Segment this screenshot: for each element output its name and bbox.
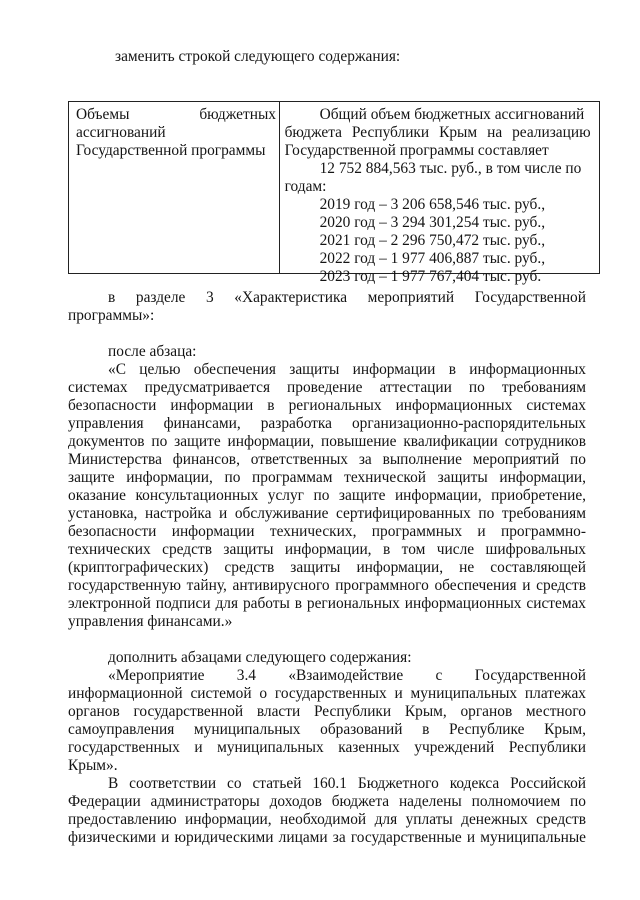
quote-line: системах предусматривается проведение аттестации по требованиям: [68, 379, 586, 396]
table-right-cell: [279, 102, 599, 285]
table-right-line: бюджета Республики Крым на реализацию: [284, 124, 591, 141]
measure-line: государственных и муниципальных казенных учреждений Республики: [68, 739, 586, 756]
quote-line: безопасности информации в региональных информационных системах: [68, 397, 586, 414]
quote-line: документов по защите информации, повышение квалификации сотрудников: [68, 433, 586, 450]
intro-line: заменить строкой следующего содержания:: [115, 48, 401, 65]
section-line: программы»:: [68, 307, 155, 324]
table-left-line: Объемы бюджетных: [76, 106, 276, 123]
table-right-line: 12 752 884,563 тыс. руб., в том числе по: [319, 160, 582, 177]
quote-line: Министерства финансов, ответственных за выполнение мероприятий по: [68, 451, 586, 468]
final-line: предоставлению информации, необходимой для уплаты денежных средств: [68, 811, 586, 828]
table-right-line: Государственной программы составляет: [284, 142, 549, 159]
quote-line: управления финансами.»: [68, 613, 233, 630]
quote-line: управления финансами, разработка организационно-распорядительных: [68, 415, 586, 432]
supplement-label: дополнить абзацами следующего содержания:: [108, 649, 412, 666]
final-line: физическими и юридическими лицами за государственные и муниципальные: [68, 829, 586, 846]
measure-line: «Мероприятие 3.4 «Взаимодействие с Государственной: [108, 667, 586, 684]
measure-line: Крым».: [68, 757, 118, 774]
table-left-cell: [69, 102, 280, 274]
quote-line: государственную тайну, антивирусного программного обеспечения и средств: [68, 577, 586, 594]
measure-line: органов государственной власти Республики Крым, органов местного: [68, 703, 586, 720]
table-right-line: Общий объем бюджетных ассигнований: [319, 106, 585, 123]
measure-line: информационной системой о государственных и муниципальных платежах: [68, 685, 586, 702]
table-right-line: годам:: [284, 178, 327, 195]
after-label: после абзаца:: [108, 343, 197, 360]
table-right-line: 2023 год – 1 977 767,404 тыс. руб.: [319, 268, 542, 285]
table-left-line: ассигнований: [76, 124, 166, 141]
section-line: в разделе 3 «Характеристика мероприятий Государственной: [108, 289, 586, 306]
quote-line: оказание консультационных услуг по защите информации, приобретение,: [68, 487, 586, 504]
table-right-line: 2020 год – 3 294 301,254 тыс. руб.,: [319, 214, 546, 231]
quote-line: установка, настройка и обслуживание сертифицированных по требованиям: [68, 505, 586, 522]
quote-line: защите информации, по программам технической защиты информации,: [68, 469, 586, 486]
quote-line: «С целью обеспечения защиты информации в информационных: [108, 361, 586, 378]
table-right-line: 2021 год – 2 296 750,472 тыс. руб.,: [319, 232, 546, 249]
final-line: В соответствии со статьей 160.1 Бюджетного кодекса Российской: [108, 775, 586, 792]
quote-line: безопасности информации технических, программных и программно-: [68, 523, 586, 540]
measure-line: самоуправления муниципальных образований в Республике Крым,: [68, 721, 586, 738]
final-line: Федерации администраторы доходов бюджета наделены полномочием по: [68, 793, 586, 810]
table-right-line: 2019 год – 3 206 658,546 тыс. руб.,: [319, 196, 546, 213]
quote-line: технических средств защиты информации, в том числе шифровальных: [68, 541, 586, 558]
budget-table: [68, 101, 600, 285]
quote-line: (криптографических) средств защиты информации, не составляющей: [68, 559, 586, 576]
quote-line: электронной подписи для работы в региональных информационных системах: [68, 595, 586, 612]
table-left-line: Государственной программы: [76, 142, 266, 159]
table-right-line: 2022 год – 1 977 406,887 тыс. руб.,: [319, 250, 546, 267]
